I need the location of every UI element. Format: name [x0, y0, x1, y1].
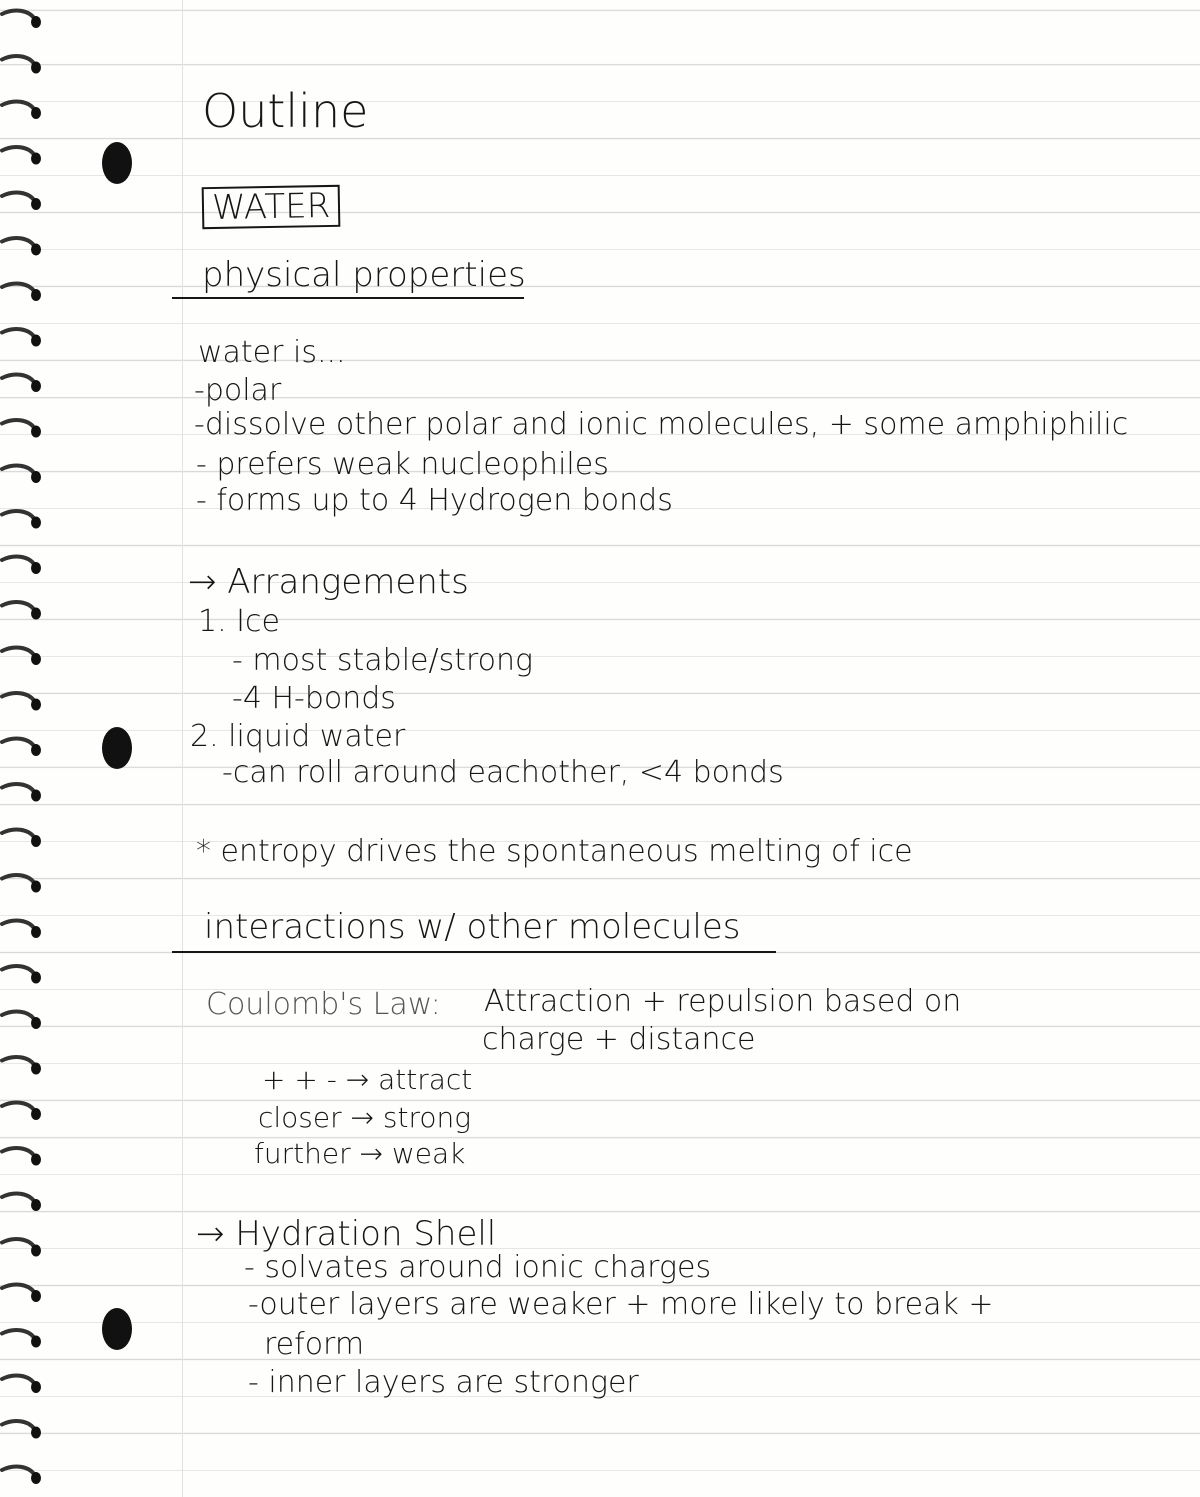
arrangement-item: 2. liquid water — [190, 719, 406, 754]
spiral-coil — [2, 1330, 41, 1347]
spiral-coil — [2, 739, 41, 756]
heading-underline — [172, 951, 776, 953]
spiral-coil — [2, 1148, 41, 1165]
spiral-coil — [2, 1057, 41, 1074]
physical-intro: water is... — [198, 335, 346, 370]
spiral-coil — [2, 193, 41, 210]
arrangement-sub: -can roll around eachother, <4 bonds — [222, 755, 784, 790]
physical-heading: physical properties — [202, 255, 526, 295]
spiral-coil — [2, 875, 41, 892]
entropy-note: * entropy drives the spontaneous melting of ice — [196, 834, 913, 869]
spiral-coil — [2, 420, 41, 437]
physical-bullet: -polar — [194, 373, 282, 408]
arrangement-sub: -4 H-bonds — [232, 681, 396, 716]
spiral-coil — [2, 557, 41, 574]
spiral-coil — [2, 1285, 41, 1302]
spiral-binding — [0, 0, 60, 1497]
spiral-coil — [2, 238, 41, 255]
spiral-coil — [2, 693, 41, 710]
spiral-coil — [2, 921, 41, 938]
hydration-bullet: - inner layers are stronger — [248, 1365, 639, 1400]
spiral-coil — [2, 966, 41, 983]
hydration-bullet: reform — [264, 1327, 365, 1362]
hydration-heading: → Hydration Shell — [196, 1214, 497, 1254]
heading-underline — [172, 297, 524, 299]
spiral-coil — [2, 284, 41, 301]
margin-line — [182, 0, 183, 1497]
spiral-coil — [2, 1421, 41, 1438]
spiral-coil — [2, 56, 41, 73]
spiral-coil — [2, 1239, 41, 1256]
spiral-coil — [2, 1194, 41, 1211]
spiral-coil — [2, 830, 41, 847]
page-title: Outline — [202, 84, 369, 138]
interactions-heading: interactions w/ other molecules — [204, 907, 741, 947]
coulomb-rule: + + - → attract — [262, 1063, 473, 1096]
arrangement-item: 1. Ice — [198, 604, 280, 639]
spiral-coil — [2, 1376, 41, 1393]
spiral-coil — [2, 511, 41, 528]
spiral-coil — [2, 147, 41, 164]
spiral-coil — [2, 102, 41, 119]
spiral-coil — [2, 375, 41, 392]
spiral-coil — [2, 648, 41, 665]
hydration-bullet: -outer layers are weaker + more likely to break + — [248, 1287, 994, 1322]
arrangement-sub: - most stable/strong — [232, 643, 534, 678]
spiral-coil — [2, 329, 41, 346]
punch-hole — [102, 1308, 132, 1350]
spiral-coil — [2, 1103, 41, 1120]
spiral-coil — [2, 11, 41, 28]
section-box-wrap — [202, 186, 340, 228]
spiral-coil — [2, 784, 41, 801]
arrangements-heading: → Arrangements — [188, 562, 469, 602]
hydration-bullet: - solvates around ionic charges — [244, 1250, 712, 1285]
spiral-coil — [2, 602, 41, 619]
section-box-water: WATER — [202, 185, 341, 229]
physical-bullet: - forms up to 4 Hydrogen bonds — [196, 483, 673, 518]
spiral-coil — [2, 1012, 41, 1029]
coulomb-label: Coulomb's Law: — [206, 987, 441, 1022]
physical-bullet: - prefers weak nucleophiles — [196, 447, 609, 482]
spiral-coil — [2, 466, 41, 483]
coulomb-rule: further → weak — [254, 1137, 466, 1170]
coulomb-text: charge + distance — [482, 1022, 756, 1057]
coulomb-rule: closer → strong — [258, 1101, 472, 1134]
punch-hole — [102, 727, 132, 769]
punch-hole — [102, 142, 132, 184]
coulomb-text: Attraction + repulsion based on — [484, 984, 962, 1019]
spiral-coil — [2, 1467, 41, 1484]
physical-bullet: -dissolve other polar and ionic molecules, + some amphiphilic — [194, 407, 1129, 442]
